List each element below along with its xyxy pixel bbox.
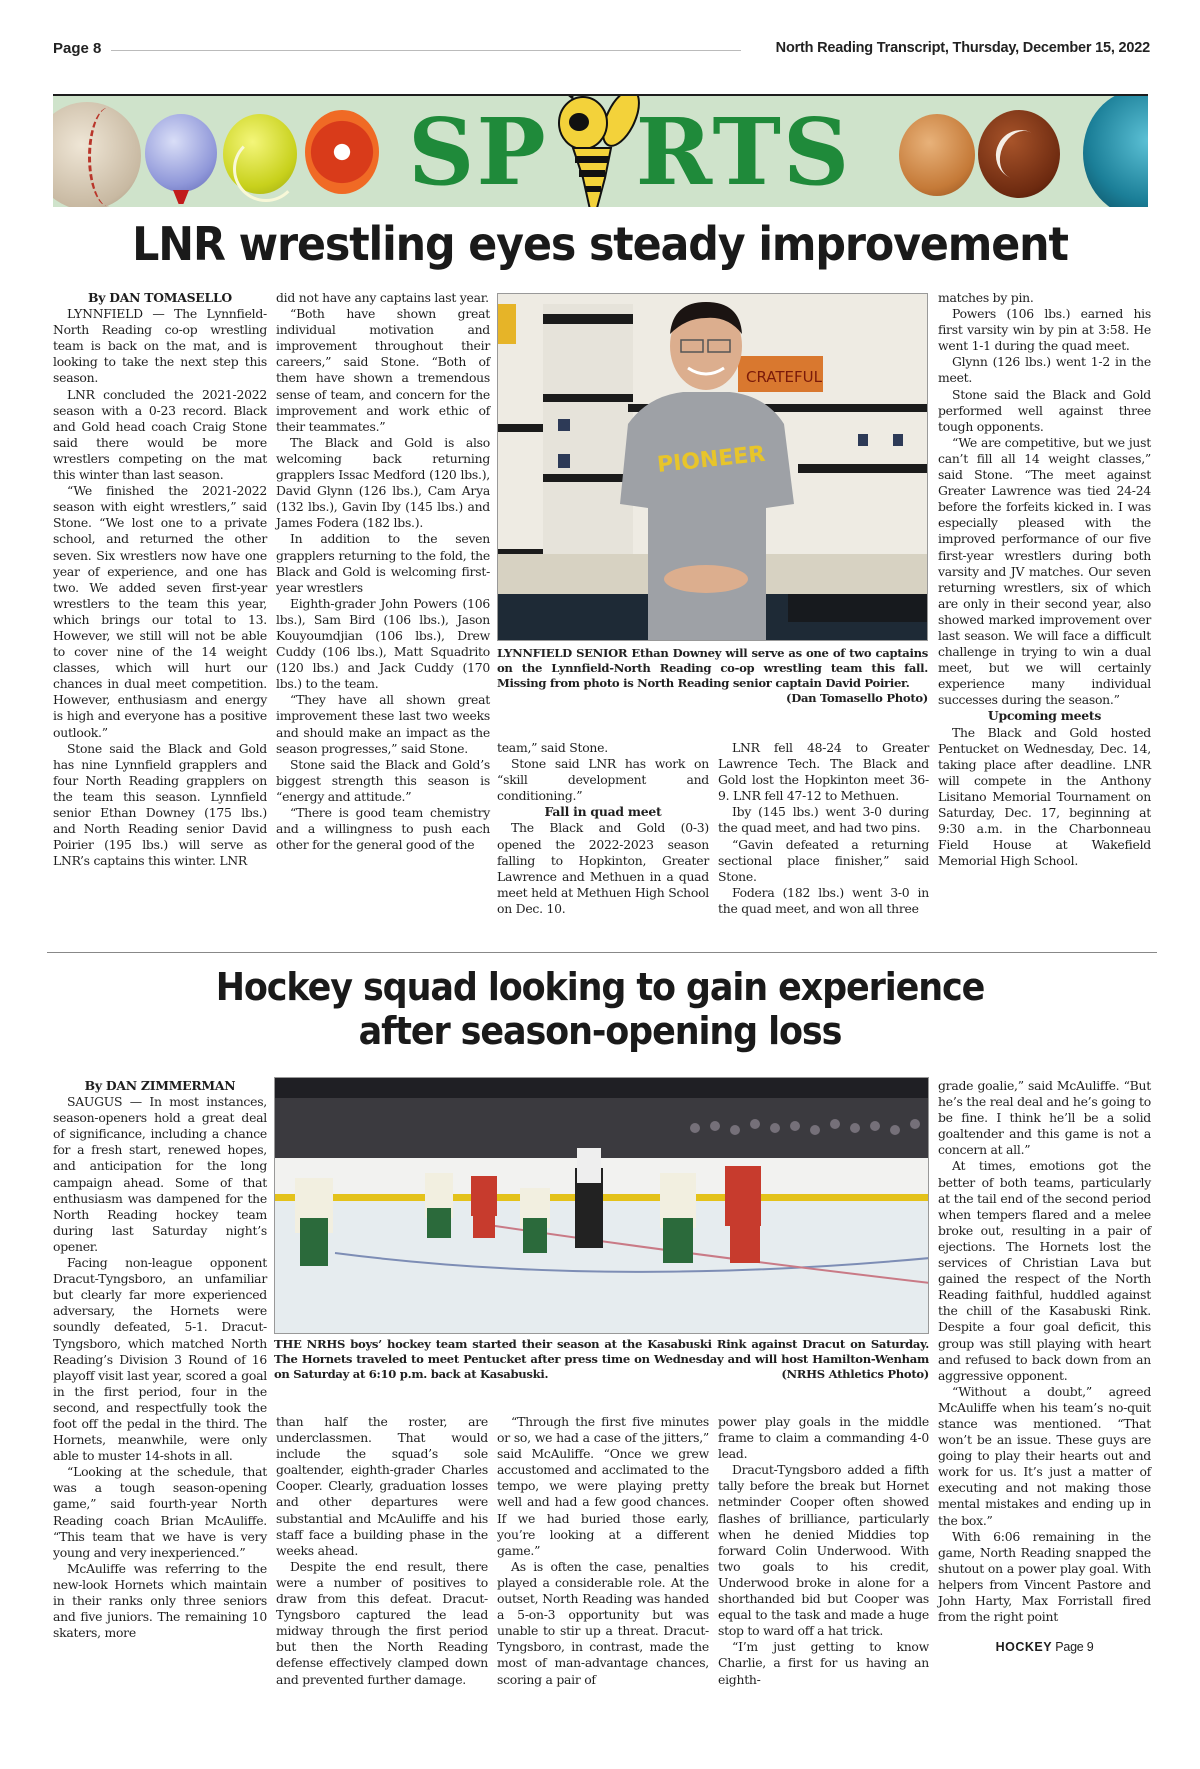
paragraph: Eighth-grader John Powers (106 lbs.), Sam Bird (106 lbs.), Jason Kouyoumdjian (106 lbs.), Drew Cuddy (106 lbs.), Matt Squadrito (120 lbs.) and Jack Cuddy (170 lbs.) to the team.: [276, 595, 490, 692]
wrestling-photo-caption: [497, 646, 928, 706]
paragraph: “Looking at the schedule, that was a tough season-opening game,” said fourth-year North Reading coach Brian McAuliffe. “This team that we have is very young and very inexperienced.”: [53, 1464, 267, 1560]
soccer-ball-icon: [305, 110, 379, 194]
paragraph: “We finished the 2021-2022 season with eight wrestlers,” said Stone. “We lost one to a private school, and returned the other seven. Six wrestlers now have one year of experience, and one has two. We added seven first-year wrestlers to the team this year, which brings our total to 13. However, we still will not be able to cover nine of the 14 weight classes, which will hurt our chances in dual meet competition. However, enthusiasm and energy is high and everyone has a positive outlook.”: [53, 483, 267, 740]
jump-label: HOCKEY: [995, 1640, 1053, 1655]
paragraph: LYNNFIELD — The Lynnfield-North Reading co-op wrestling team is back on the mat, and is looking to take the next step this season.: [53, 306, 267, 386]
wrestling-byline: By DAN TOMASELLO: [88, 290, 232, 305]
paragraph: LNR concluded the 2021-2022 season with a 0-23 record. Black and Gold head coach Craig Stone said there would be more wrestlers competing on the mat this winter than last season.: [53, 386, 267, 483]
paragraph: “I’m just getting to know Charlie, a first for us having an eighth-: [718, 1639, 929, 1687]
svg-text:PIONEER: PIONEER: [656, 441, 767, 478]
hockey-column-1: [53, 1078, 267, 1641]
paragraph: Dracut-Tyngsboro added a fifth tally before the break but Hornet netminder Cooper often showed flashes of brilliance, particularly when he denied Middies top forward Colin Underwood. With two goals to his credit, Underwood broke in alone for a shorthanded bid but Cooper was equal to the task and made a huge stop to ward off a hat trick.: [718, 1462, 929, 1639]
paragraph: “They have all shown great improvement these last two weeks and should make an impact as the season progresses,” said Stone.: [276, 692, 490, 756]
paragraph: The Black and Gold is also welcoming back returning grapplers Issac Medford (120 lbs.), David Glynn (126 lbs.), Cam Arya (132 lbs.), Gavin Iby (145 lbs.) and James Fodera (182 lbs.).: [276, 434, 490, 531]
hockey-photo-illustration: [275, 1078, 929, 1334]
paragraph: Stone said the Black and Gold’s biggest strength this season is “energy and attitude.”: [276, 756, 490, 804]
hockey-photo-caption: [274, 1337, 929, 1382]
subhead-upcoming-meets: Upcoming meets: [987, 708, 1102, 724]
wrestling-column-5: [938, 290, 1151, 869]
golf-ball-icon: [145, 114, 217, 192]
masthead-dateline: North Reading Transcript, Thursday, December 15, 2022: [775, 40, 1150, 56]
page-folio: [53, 36, 1150, 60]
caption-text: LYNNFIELD SENIOR Ethan Downey will serve as one of two captains on the Lynnfield-North Reading co-op wrestling team this fall. Missing from photo is North Reading senior captain David Poirier.: [497, 646, 928, 690]
baseball-icon: [53, 102, 141, 207]
wrestling-photo-illustration: [498, 294, 928, 641]
wrestling-column-1: [53, 290, 267, 869]
wrestling-photo: [497, 293, 928, 641]
hockey-headline-line-2: after season-opening loss: [358, 1009, 842, 1053]
subhead-fall-in-quad-meet: Fall in quad meet: [544, 804, 662, 820]
paragraph: “We are competitive, but we just can’t fill all 14 weight classes,” said Stone. “The meet against Greater Lawrence was tied 24-24 before the forfeits kicked in. I was especially pleased with the improved performance of our five first-year wrestlers during both varsity and JV matches. Our seven returning wrestlers, six of which are only in their second year, also showed marked improvement over last season. We will face a difficult challenge in trying to win a dual meet, but we will certainly experience many individual successes during the season.”: [938, 434, 1151, 708]
paragraph: than half the roster, are underclassmen. That would include the squad’s sole goaltender, eighth-grader Charles Cooper. Clearly, graduation losses and other departures were substantial and McAuliffe and his staff face a building phase in the weeks ahead.: [276, 1414, 488, 1558]
paragraph: grade goalie,” said McAuliffe. “But he’s the real deal and he’s going to be fine. I think he’ll be a solid goaltender and this game is not a concern at all.”: [938, 1078, 1151, 1158]
sports-section-banner: [53, 94, 1148, 207]
photo-credit: (NRHS Athletics Photo): [781, 1367, 929, 1381]
paragraph: Stone said the Black and Gold has nine Lynnfield grapplers and four North Reading grapplers on the team this season. Lynnfield senior Ethan Downey (175 lbs.) and North Reading senior David Poirier (195 lbs.) will serve as LNR’s captains this winter. LNR: [53, 740, 267, 869]
paragraph: McAuliffe was referring to the new-look Hornets which maintain in their ranks only three seniors and five juniors. The remaining 10 skaters, more: [53, 1560, 267, 1641]
page-number: Page 8: [53, 39, 102, 57]
football-icon: [978, 110, 1060, 198]
hockey-column-5: [938, 1078, 1151, 1655]
paragraph: “Gavin defeated a returning sectional place finisher,” said Stone.: [718, 836, 929, 884]
wrestling-column-4: [718, 740, 929, 917]
paragraph: Powers (106 lbs.) earned his first varsity win by pin at 3:58. He went 1-1 during the quad meet.: [938, 306, 1151, 354]
hockey-column-4: [718, 1414, 929, 1688]
paragraph: SAUGUS — In most instances, season-openers hold a great deal of significance, including a chance for a fresh start, renewed hopes, and anticipation for the long campaign ahead. Some of that enthusiasm was dampened for the North Reading hockey team during last Saturday night’s opener.: [53, 1094, 267, 1254]
paragraph: matches by pin.: [938, 290, 1034, 305]
wrestling-column-3: [497, 740, 709, 917]
paragraph: The Black and Gold (0-3) opened the 2022-2023 season falling to Hopkinton, Greater Lawrence and Methuen in a quad meet held at Methuen High School on Dec. 10.: [497, 820, 709, 916]
jump-page: Page 9: [1055, 1640, 1094, 1655]
paragraph: LNR fell 48-24 to Greater Lawrence Tech. The Black and Gold lost the Hopkinton meet 36-9. LNR fell 47-12 to Methuen.: [718, 740, 929, 804]
hockey-column-2: [276, 1414, 488, 1688]
teal-ball-icon: [1083, 94, 1148, 207]
hockey-headline: [48, 965, 1152, 1053]
paragraph: At times, emotions got the better of both teams, particularly at the tail end of the second period when tempers flared and a melee broke out, resulting in a pair of ejections. The Hornets lost the services of Christian Lava but gained the respect of the North Reading faithful, huddled against the chill of the Kasabuski Rink. Despite a four goal deficit, this group was still playing with heart and refused to back down from an aggressive opponent.: [938, 1158, 1151, 1383]
hockey-headline-line-1: Hockey squad looking to gain experience: [215, 965, 985, 1009]
wrestling-headline: LNR wrestling eyes steady improvement: [132, 217, 1068, 271]
wordmark-left: SP: [408, 98, 548, 206]
wrestling-column-2: [276, 290, 490, 853]
paragraph: In addition to the seven grapplers returning to the fold, the Black and Gold is welcoming first-year wrestlers: [276, 531, 490, 595]
paragraph: Iby (145 lbs.) went 3-0 during the quad meet, and had two pins.: [718, 804, 929, 836]
wordmark-right: RTS: [635, 98, 852, 206]
hockey-column-3: [497, 1414, 709, 1688]
tennis-ball-icon: [223, 114, 297, 194]
folio-rule: [111, 50, 741, 51]
paragraph: Glynn (126 lbs.) went 1-2 in the meet.: [938, 354, 1151, 386]
paragraph: “Without a doubt,” agreed McAuliffe when his team’s no-quit stance was mentioned. “That won’t be an issue. These guys are going to play their hearts out and work for us. It’s just a matter of executing and not making those mental mistakes and ending up in the box.”: [938, 1383, 1151, 1528]
paragraph: “Through the first five minutes or so, we had a case of the jitters,” said McAuliffe. “Once we grew accustomed and acclimated to the tempo, we were playing pretty well and had a few good chances. If we had buried those early, you’re looking at a different game.”: [497, 1414, 709, 1558]
story-divider: [47, 952, 1157, 953]
paragraph: Stone said LNR has work on “skill development and conditioning.”: [497, 756, 709, 804]
golf-tee-icon: [173, 190, 189, 204]
caption-text: THE NRHS boys’ hockey team started their season at the Kasabuski Rink against Dracut on Saturday. The Hornets traveled to meet Pentucket after press time on Wednesday and will host Hamilton-Wenham on Saturday at 6:10 p.m. back at Kasabuski.: [274, 1337, 929, 1381]
paragraph: did not have any captains last year.: [276, 290, 489, 305]
paragraph: As is often the case, penalties played a considerable role. At the outset, North Reading was handed a 5-on-3 opportunity but was unable to stir up a threat. Dracut-Tyngsboro, in contrast, made the most of man-advantage chances, scoring a pair of: [497, 1558, 709, 1687]
paragraph: Despite the end result, there were a number of positives to draw from this defeat. Dracut-Tyngsboro captured the lead midway through the first period but then the North Reading defense effectively clamped down and prevented further damage.: [276, 1558, 488, 1687]
svg-text:CRATEFUL: CRATEFUL: [746, 368, 822, 386]
photo-credit: (Dan Tomasello Photo): [786, 691, 928, 705]
paragraph: Stone said the Black and Gold performed well against three tough opponents.: [938, 386, 1151, 434]
paragraph: power play goals in the middle frame to claim a commanding 4-0 lead.: [718, 1414, 929, 1462]
hockey-photo: [274, 1077, 929, 1334]
paragraph: Fodera (182 lbs.) went 3-0 in the quad meet, and won all three: [718, 884, 929, 916]
paragraph: Facing non-league opponent Dracut-Tyngsboro, an unfamiliar but clearly far more experienced adversary, the Hornets were soundly defeated, 5-1. Dracut-Tyngsboro, which matched North Reading’s Division 3 Round of 16 playoff visit last year, scored a goal in the first period, four in the second, and respectfully took the foot off the pedal in the third. The Hornets, meanwhile, were only able to muster 14-shots in all.: [53, 1255, 267, 1464]
basketball-icon: [899, 114, 975, 196]
continued-on-jump[interactable]: [938, 1639, 1151, 1655]
paragraph: “Both have shown great individual motivation and improvement throughout their careers,” said Stone. “Both of them have shown a tremendous sense of team, and concern for the improvement and work ethic of their teammates.”: [276, 306, 490, 434]
hockey-byline: By DAN ZIMMERMAN: [84, 1078, 236, 1093]
hornet-mascot-icon: [543, 94, 643, 207]
paragraph: With 6:06 remaining in the game, North Reading snapped the shutout on a power play goal. With helpers from Vincent Pastore and John Harty, Max Forristall fired from the right point: [938, 1528, 1151, 1625]
paragraph: team,” said Stone.: [497, 740, 608, 755]
paragraph: “There is good team chemistry and a willingness to push each other for the general good of the: [276, 805, 490, 853]
paragraph: The Black and Gold hosted Pentucket on Wednesday, Dec. 14, taking place after deadline. LNR will compete in the Anthony Lisitano Memorial Tournament on Saturday, Dec. 17, beginning at 9:30 a.m. in the Charbonneau Field House at Wakefield Memorial High School.: [938, 724, 1151, 869]
